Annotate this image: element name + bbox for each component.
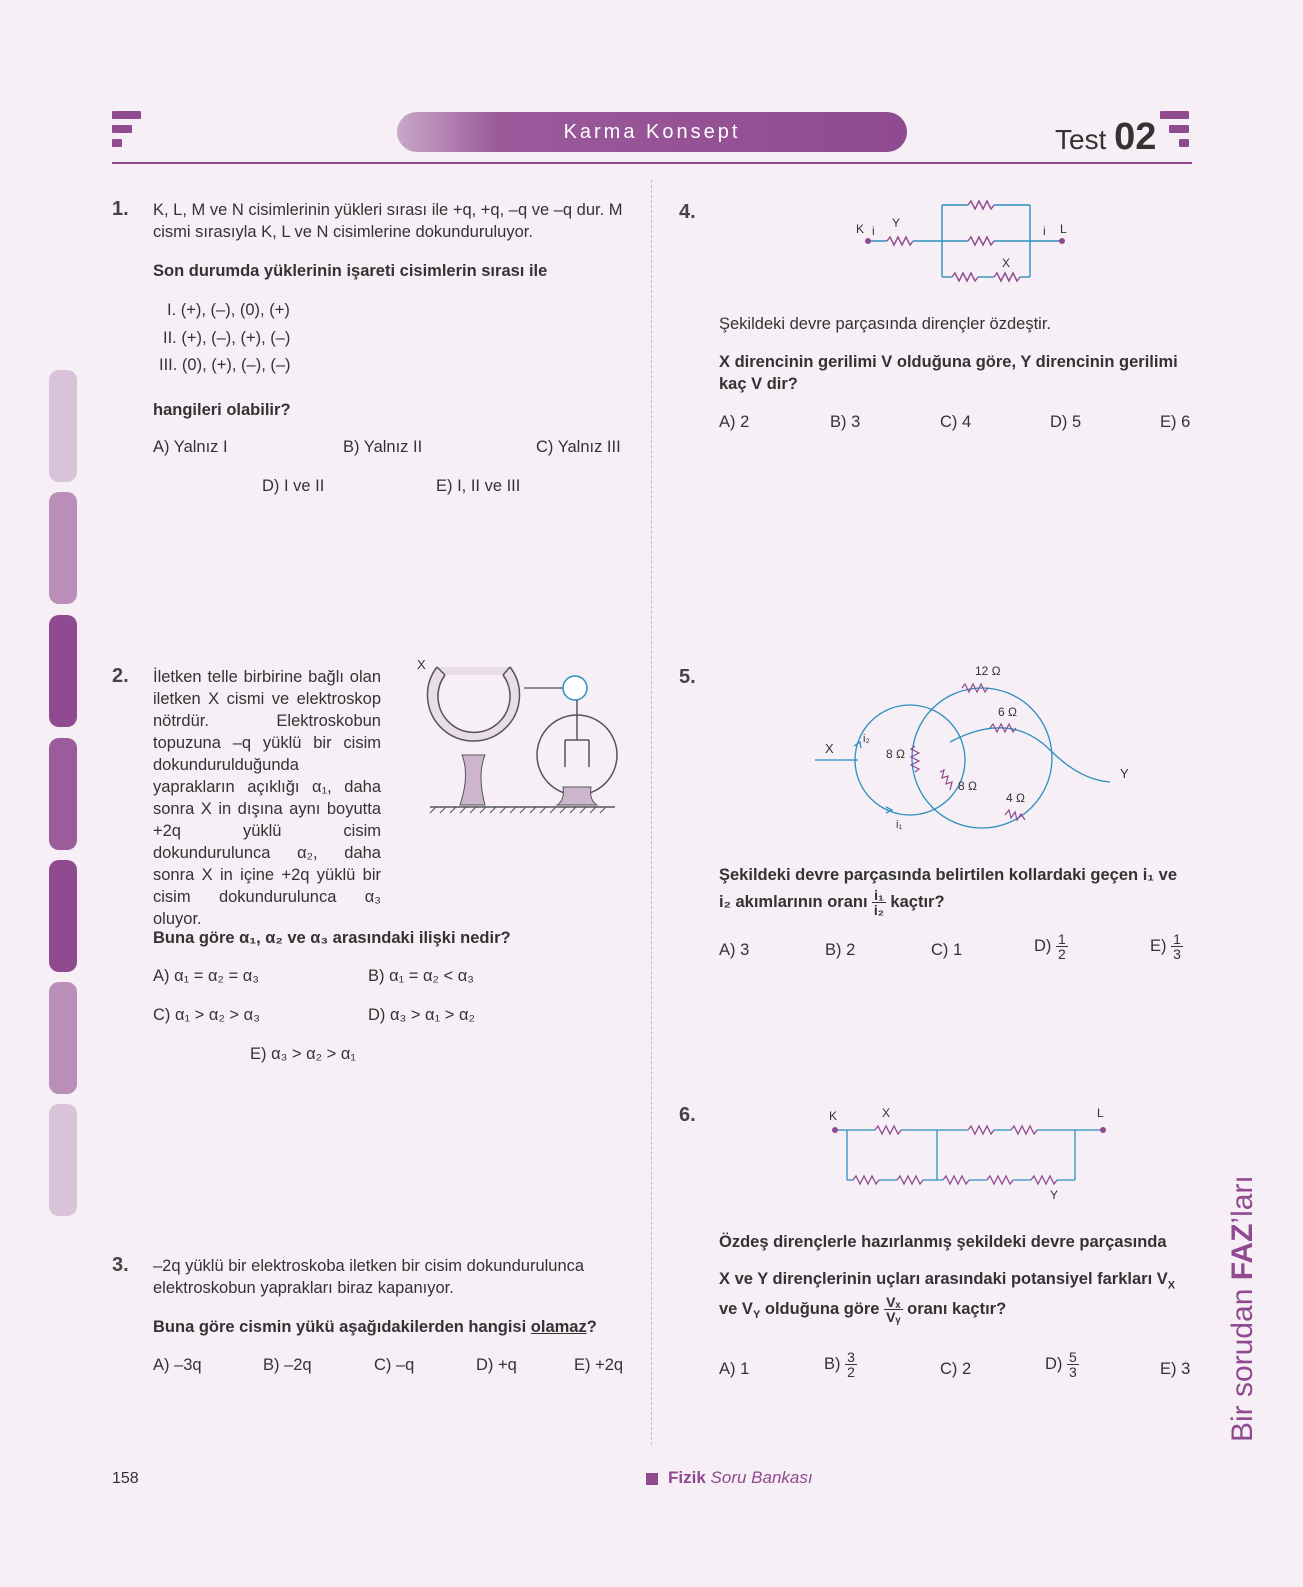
brand-logo-right: [1160, 111, 1190, 151]
q3-text: –2q yüklü bir elektroskoba iletken bir cisim dokundurulunca elektroskobun yaprakları biraz kapanıyor.: [153, 1257, 585, 1297]
q6-option-c[interactable]: C) 2: [940, 1360, 972, 1378]
q1-option-e[interactable]: E) I, II ve III: [436, 477, 521, 495]
side-brand-text: [1226, 1175, 1259, 1442]
q5-option-b[interactable]: B) 2: [825, 941, 856, 959]
side-brand-pre: Bir sorudan: [1226, 1280, 1259, 1442]
q1-item-3: III. (0), (+), (–), (–): [159, 356, 291, 374]
q6-label-k: K: [829, 1109, 838, 1123]
q5-fraction: [872, 888, 886, 917]
q5-label-i1: i₁: [896, 819, 903, 831]
q4-label-k: K: [856, 222, 865, 236]
q6-fraction-num: Vₓ: [886, 1294, 901, 1310]
q2-option-b[interactable]: B) α₁ = α₂ < α₃: [368, 967, 475, 985]
q4-option-e[interactable]: E) 6: [1160, 413, 1191, 431]
q1-option-c[interactable]: C) Yalnız III: [536, 438, 621, 456]
q5-option-d-fraction: [1056, 932, 1068, 961]
q5-question-line1: Şekildeki devre parçasında belirtilen kollardaki geçen i₁ ve: [719, 866, 1178, 884]
q6-text-line3-post: oranı kaçtır?: [907, 1299, 1007, 1318]
q5-fraction-num: i₁: [874, 887, 884, 903]
book-title-rest: Soru Bankası: [705, 1468, 813, 1487]
q4-option-a[interactable]: A) 2: [719, 413, 750, 431]
q2-option-d[interactable]: D) α₃ > α₁ > α₂: [368, 1006, 475, 1024]
q6-text-line3-pre: ve V: [719, 1299, 753, 1318]
q6-text-line2: [719, 1268, 1175, 1296]
q2-text: İletken telle birbirine bağlı olan iletken X cismi ve elektroskop nötrdür. Elektroskobun topuzuna –q yüklü bir cisim dokundurulduğunda yaprakların açıklığı α₁, daha sonra X in dışına aynı boyutta +2q yüklü cisim dokundurulunca α₂, daha sonra X in içine +2q yüklü bir cisim dokundurulunca α₃ oluyor.: [153, 668, 381, 928]
q6-fraction: [884, 1295, 902, 1324]
q3-question-post: ?: [586, 1318, 597, 1336]
q5-label-8b: 8 Ω: [958, 779, 977, 793]
side-brand: [1210, 1145, 1270, 1445]
q4-option-b[interactable]: B) 3: [830, 413, 861, 431]
column-divider: [651, 180, 652, 1445]
q2-option-a[interactable]: A) α₁ = α₂ = α₃: [153, 967, 260, 985]
q4-text: Şekildeki devre parçasında dirençler özdeştir.: [719, 315, 1052, 333]
q3-option-b[interactable]: B) –2q: [263, 1356, 312, 1374]
header-rule: [112, 162, 1192, 164]
q1-text: K, L, M ve N cisimlerinin yükleri sırası ile +q, +q, –q ve –q dur. M cismi sırasıyla K, L ve N cisimlerine dokunduruluyor.: [153, 201, 623, 241]
q6-option-b-fraction: [845, 1350, 857, 1379]
q2-figure: [415, 655, 625, 825]
q6-number: 6.: [679, 1104, 696, 1126]
q5-question-post: kaçtır?: [890, 892, 945, 911]
q1-option-d[interactable]: D) I ve II: [262, 477, 325, 495]
q4-label-x: X: [1002, 256, 1011, 270]
q4-number: 4.: [679, 201, 696, 223]
q6-option-b-label: B): [824, 1354, 841, 1373]
q1-option-a[interactable]: A) Yalnız I: [153, 438, 228, 456]
q1-prompt: Son durumda yüklerinin işareti cisimlerin sırası ile: [153, 262, 548, 280]
q6-option-a[interactable]: A) 1: [719, 1360, 750, 1378]
q6-option-d-den: 3: [1069, 1364, 1077, 1380]
q3-number: 3.: [112, 1254, 129, 1276]
q3-option-a[interactable]: A) –3q: [153, 1356, 202, 1374]
q2-number: 2.: [112, 665, 129, 687]
q4-label-l: L: [1060, 222, 1067, 236]
q5-question-pre: i₂ akımlarının oranı: [719, 892, 868, 911]
q5-option-d-label: D): [1034, 936, 1052, 955]
q4-label-y: Y: [892, 216, 901, 230]
q2-option-c[interactable]: C) α₁ > α₂ > α₃: [153, 1006, 260, 1024]
book-title: [646, 1468, 813, 1488]
q5-option-d-den: 2: [1058, 946, 1066, 962]
q6-text-line1: Özdeş dirençlerle hazırlanmış şekildeki devre parçasında: [719, 1233, 1167, 1251]
q4-option-d[interactable]: D) 5: [1050, 413, 1082, 431]
q3-option-e[interactable]: E) +2q: [574, 1356, 624, 1374]
q2-option-e[interactable]: E) α₃ > α₂ > α₁: [250, 1045, 357, 1063]
q4-question: X direncinin gerilimi V olduğuna göre, Y direncinin gerilimi kaç V dir?: [719, 353, 1178, 393]
q5-number: 5.: [679, 666, 696, 688]
q6-text-line3: [719, 1295, 1006, 1326]
q6-text-line3-mid: olduğuna göre: [760, 1299, 880, 1318]
q3-question-pre: Buna göre cismin yükü aşağıdakilerden hangisi: [153, 1318, 531, 1336]
side-brand-bold: FAZ: [1226, 1223, 1259, 1281]
test-number: 02: [1114, 116, 1157, 158]
q6-option-d-label: D): [1045, 1354, 1063, 1373]
q6-option-b-num: 3: [847, 1349, 855, 1365]
side-brand-post: ’ları: [1226, 1175, 1259, 1224]
q1-question: hangileri olabilir?: [153, 401, 291, 419]
q5-option-e[interactable]: [1150, 932, 1183, 961]
q5-label-8a: 8 Ω: [886, 747, 905, 761]
q6-option-d-num: 5: [1069, 1349, 1077, 1365]
q5-label-i2: i₂: [863, 733, 870, 745]
q2-question: Buna göre α₁, α₂ ve α₃ arasındaki ilişki nedir?: [153, 929, 511, 947]
q6-label-x: X: [882, 1106, 891, 1120]
q5-fraction-den: i₂: [873, 902, 885, 918]
q5-option-c[interactable]: C) 1: [931, 941, 963, 959]
q5-option-d-num: 1: [1058, 931, 1066, 947]
q2-figure-label: X: [417, 657, 426, 672]
q5-label-12: 12 Ω: [975, 664, 1001, 678]
q6-text-line3-sub: Y: [752, 1309, 761, 1322]
q6-label-y: Y: [1050, 1188, 1059, 1202]
q5-option-e-num: 1: [1173, 931, 1181, 947]
q6-fraction-den: Vᵧ: [886, 1309, 901, 1325]
q6-text-line2-main: X ve Y dirençlerinin uçları arasındaki potansiyel farkları V: [719, 1270, 1168, 1288]
q1-option-b[interactable]: B) Yalnız II: [343, 438, 423, 456]
test-word: Test: [1055, 124, 1107, 155]
q6-circuit: [825, 1105, 1115, 1200]
q6-label-l: L: [1097, 1106, 1104, 1120]
q4-label-i-right: i: [1043, 224, 1046, 238]
q4-option-c[interactable]: C) 4: [940, 413, 972, 431]
book-square-icon: [646, 1473, 658, 1485]
q6-option-b[interactable]: [824, 1350, 857, 1379]
q5-label-4: 4 Ω: [1006, 791, 1025, 805]
q1-number: 1.: [112, 198, 129, 220]
q5-label-6: 6 Ω: [998, 705, 1017, 719]
brand-logo-left: [112, 111, 142, 151]
q5-question-line2: [719, 888, 945, 917]
q5-option-d[interactable]: [1034, 932, 1068, 961]
q3-option-d[interactable]: D) +q: [476, 1356, 517, 1374]
q4-circuit: [856, 195, 1080, 290]
q4-label-i-left: i: [872, 224, 875, 238]
q5-option-e-fraction: [1171, 932, 1183, 961]
q5-option-e-label: E): [1150, 936, 1167, 955]
q5-label-x: X: [825, 741, 834, 756]
q6-option-d-fraction: [1067, 1350, 1079, 1379]
q6-text-line2-sub: X: [1167, 1279, 1176, 1292]
q6-option-e[interactable]: E) 3: [1160, 1360, 1191, 1378]
page-number: 158: [112, 1470, 139, 1487]
q3-question: [153, 1316, 597, 1338]
q3-option-c[interactable]: C) –q: [374, 1356, 415, 1374]
section-title: Karma Konsept: [397, 112, 907, 152]
q5-label-y: Y: [1120, 766, 1129, 781]
book-title-bold: Fizik: [668, 1468, 706, 1487]
q5-option-e-den: 3: [1173, 946, 1181, 962]
q5-circuit: [810, 660, 1140, 840]
q6-option-b-den: 2: [847, 1364, 855, 1380]
q1-item-1: I. (+), (–), (0), (+): [167, 301, 290, 319]
test-label: [1055, 116, 1156, 159]
q1-item-2: II. (+), (–), (+), (–): [163, 329, 291, 347]
q5-option-a[interactable]: A) 3: [719, 941, 750, 959]
q3-question-underlined: olamaz: [530, 1318, 587, 1336]
q6-option-d[interactable]: [1045, 1350, 1079, 1379]
